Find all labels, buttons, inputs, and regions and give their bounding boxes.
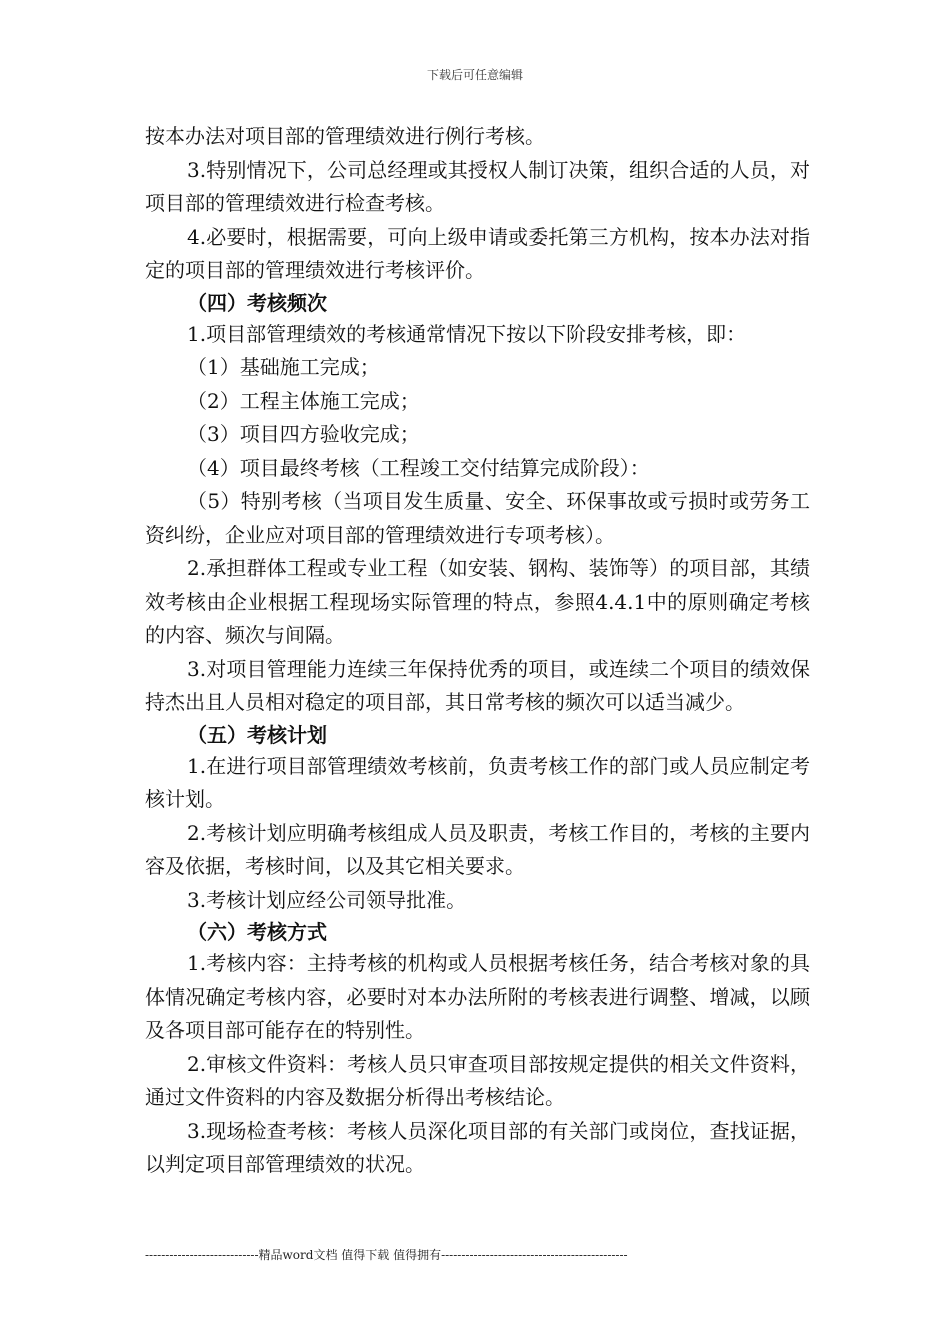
paragraph: 3.特别情况下，公司总经理或其授权人制订决策，组织合适的人员，对项目部的管理绩效进行检查考核。 [145, 157, 810, 215]
section-heading: （五）考核计划 [187, 722, 327, 747]
paragraph: （1）基础施工完成； [187, 355, 380, 379]
paragraph: 按本办法对项目部的管理绩效进行例行考核。 [145, 124, 545, 148]
paragraph: 3.对项目管理能力连续三年保持优秀的项目，或连续二个项目的绩效保持杰出且人员相对稳定的项目部，其日常考核的频次可以适当减少。 [145, 656, 810, 714]
paragraph: 1.项目部管理绩效的考核通常情况下按以下阶段安排考核，即： [187, 321, 747, 346]
paragraph: 3.现场检查考核：考核人员深化项目部的有关部门或岗位，查找证据，以判定项目部管理绩效的状况。 [145, 1118, 810, 1176]
section-heading: （四）考核频次 [187, 290, 327, 315]
document-body [145, 120, 810, 1182]
paragraph: （3）项目四方验收完成； [187, 422, 420, 446]
paragraph: 2.审核文件资料：考核人员只审查项目部按规定提供的相关文件资料，通过文件资料的内容及数据分析得出考核结论。 [145, 1051, 810, 1109]
paragraph: 2.承担群体工程或专业工程（如安装、钢构、装饰等）的项目部，其绩效考核由企业根据工程现场实际管理的特点，参照4.4.1中的原则确定考核的内容、频次与间隔。 [145, 556, 810, 647]
paragraph: 3.考核计划应经公司领导批准。 [187, 887, 467, 912]
paragraph: 4.必要时，根据需要，可向上级申请或委托第三方机构，按本办法对指定的项目部的管理绩效进行考核评价。 [145, 224, 810, 282]
paragraph: 2.考核计划应明确考核组成人员及职责，考核工作目的，考核的主要内容及依据，考核时间，以及其它相关要求。 [145, 820, 810, 878]
section-heading: （六）考核方式 [187, 920, 327, 944]
paragraph: （2）工程主体施工完成； [187, 388, 420, 413]
page-header: 下载后可任意编辑 [426, 68, 523, 82]
paragraph: 1.在进行项目部管理绩效考核前，负责考核工作的部门或人员应制定考核计划。 [145, 753, 810, 811]
paragraph: （5）特别考核（当项目发生质量、安全、环保事故或亏损时或劳务工资纠纷，企业应对项目部的管理绩效进行专项考核）。 [145, 489, 810, 547]
paragraph: （4）项目最终考核（工程竣工交付结算完成阶段）： [187, 455, 650, 480]
page-footer: ----------------------------精品word文档 值得下载 值得拥有---------------------------------------------- [145, 1248, 628, 1262]
paragraph: 1.考核内容：主持考核的机构或人员根据考核任务，结合考核对象的具体情况确定考核内容，必要时对本办法所附的考核表进行调整、增减，以顾及各项目部可能存在的特别性。 [145, 951, 810, 1042]
